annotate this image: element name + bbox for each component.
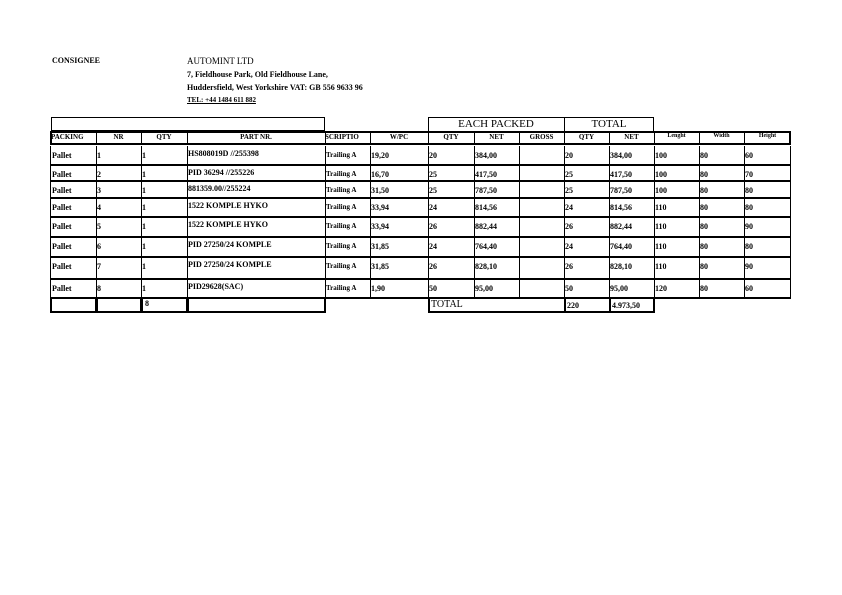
row-line [325,236,791,238]
cell-enet: 417,50 [475,170,497,179]
cell-part: PID 36294 //255226 [188,168,255,177]
cell-divider [325,165,326,181]
row-line [325,256,791,258]
cell-divider [474,198,475,217]
cell-divider [744,279,745,298]
cell-divider [370,165,371,181]
cell-part: 1522 KOMPLE HYKO [188,220,268,229]
column-header: Height [758,133,777,139]
cell-divider [50,279,51,298]
cell-divider [325,279,326,298]
cell-divider [141,165,142,181]
cell-divider [654,198,655,217]
row-line [325,278,791,280]
cell-divider [564,165,565,181]
cell-part: PID29628(SAC) [188,282,244,291]
cell-divider [790,279,791,298]
cell-wid: 80 [700,242,708,251]
totals-divider [609,297,611,313]
cell-divider [609,146,610,165]
cell-divider [187,257,188,279]
cell-divider [428,279,429,298]
cell-enet: 764,40 [475,242,497,251]
cell-tnet: 828,10 [610,262,632,271]
cell-divider [654,146,655,165]
cell-eqty: 24 [429,203,437,212]
cell-enet: 814,56 [475,203,497,212]
row-line [325,216,791,218]
cell-divider [325,146,326,165]
cell-divider [609,165,610,181]
cell-wid: 80 [700,186,708,195]
cell-part: HS808019D //255398 [188,149,259,158]
cell-tqty: 24 [565,242,573,251]
cell-divider [50,165,51,181]
cell-divider [474,257,475,279]
total-header: TOTAL [591,118,627,130]
cell-packing: Pallet [52,186,72,195]
cell-hgt: 80 [745,242,753,251]
cell-part: 881359.00//255224 [188,184,251,193]
row-line [325,197,791,199]
totals-tnet: 4.973,50 [612,301,640,310]
cell-divider [370,257,371,279]
cell-divider [428,198,429,217]
cell-divider [790,165,791,181]
blank-header-box [51,117,325,131]
cell-tnet: 787,50 [610,186,632,195]
column-header: QTY [578,133,595,141]
cell-divider [141,181,142,198]
cell-wpc: 1,90 [371,284,385,293]
cell-divider [50,198,51,217]
column-header: SCRIPTIO [325,133,359,141]
cell-wpc: 19,20 [371,151,389,160]
column-header: QTY [443,133,459,141]
cell-divider [699,181,700,198]
consignee-tel: TEL: +44 1484 611 882 [187,96,256,104]
cell-divider [141,198,142,217]
cell-tqty: 20 [565,151,573,160]
each-packed-header: EACH PACKED [458,118,534,130]
cell-hgt: 70 [745,170,753,179]
cell-divider [790,198,791,217]
cell-divider [141,257,142,279]
cell-hgt: 80 [745,203,753,212]
cell-divider [325,237,326,257]
cell-divider [744,165,745,181]
cell-wpc: 31,85 [371,242,389,251]
cell-len: 110 [655,222,667,231]
cell-divider [519,198,520,217]
cell-tqty: 25 [565,186,573,195]
cell-nr: 7 [97,262,101,271]
cell-nr: 3 [97,186,101,195]
cell-divider [370,181,371,198]
cell-divider [50,237,51,257]
cell-eqty: 24 [429,242,437,251]
cell-qty: 1 [142,242,146,251]
cell-divider [744,198,745,217]
column-header: PART NR. [240,133,272,141]
cell-eqty: 26 [429,222,437,231]
cell-qty: 1 [142,284,146,293]
cell-divider [428,217,429,237]
cell-nr: 2 [97,170,101,179]
cell-nr: 8 [97,284,101,293]
consignee-label: CONSIGNEE [52,56,101,65]
cell-divider [50,146,51,165]
cell-divider [428,181,429,198]
cell-divider [96,181,97,198]
cell-packing: Pallet [52,284,72,293]
cell-eqty: 26 [429,262,437,271]
cell-divider [699,257,700,279]
header-divider [609,131,610,145]
cell-divider [96,146,97,165]
cell-wid: 80 [700,203,708,212]
cell-hgt: 90 [745,222,753,231]
header-divider [519,131,520,145]
cell-enet: 882,44 [475,222,497,231]
cell-len: 110 [655,262,667,271]
cell-divider [187,279,188,298]
cell-divider [654,165,655,181]
header-divider [187,131,188,145]
cell-qty: 1 [142,203,146,212]
total-blank-2 [96,297,142,313]
cell-wpc: 31,50 [371,186,389,195]
cell-divider [744,146,745,165]
cell-divider [564,237,565,257]
cell-divider [474,146,475,165]
cell-hgt: 60 [745,151,753,160]
cell-hgt: 90 [745,262,753,271]
cell-divider [654,237,655,257]
row-line [325,164,791,166]
cell-part: 1522 KOMPLE HYKO [188,201,268,210]
cell-desc: Trailing A [326,222,357,230]
cell-divider [96,237,97,257]
cell-divider [428,257,429,279]
cell-divider [474,181,475,198]
cell-divider [699,217,700,237]
cell-divider [187,165,188,181]
cell-divider [50,181,51,198]
cell-packing: Pallet [52,151,72,160]
consignee-address-line2: Huddersfield, West Yorkshire VAT: GB 556 9633 96 [187,83,363,92]
cell-divider [370,279,371,298]
cell-divider [609,198,610,217]
column-header: QTY [156,133,172,141]
cell-divider [96,217,97,237]
cell-divider [699,165,700,181]
column-header: Width [713,133,730,139]
header-divider [474,131,475,145]
cell-packing: Pallet [52,170,72,179]
cell-divider [50,217,51,237]
column-header: W/PC [389,133,409,141]
cell-divider [187,198,188,217]
cell-enet: 95,00 [475,284,493,293]
totals-divider [564,297,566,313]
cell-wid: 80 [700,284,708,293]
cell-divider [790,181,791,198]
cell-hgt: 60 [745,284,753,293]
cell-divider [744,257,745,279]
total-blank-3 [187,297,326,313]
cell-nr: 6 [97,242,101,251]
header-divider [654,131,655,145]
cell-qty: 1 [142,170,146,179]
cell-divider [609,257,610,279]
cell-eqty: 50 [429,284,437,293]
cell-len: 100 [655,186,667,195]
cell-packing: Pallet [52,242,72,251]
cell-tnet: 764,40 [610,242,632,251]
cell-divider [564,181,565,198]
cell-divider [474,237,475,257]
cell-divider [96,165,97,181]
header-divider [428,131,429,145]
cell-divider [654,217,655,237]
cell-len: 110 [655,203,667,212]
cell-qty: 1 [142,262,146,271]
cell-divider [187,146,188,165]
consignee-address-line1: 7, Fieldhouse Park, Old Fieldhouse Lane, [187,70,328,79]
cell-divider [519,257,520,279]
cell-packing: Pallet [52,262,72,271]
cell-eqty: 25 [429,170,437,179]
cell-divider [370,146,371,165]
cell-divider [654,279,655,298]
cell-divider [564,217,565,237]
cell-len: 120 [655,284,667,293]
cell-divider [609,237,610,257]
cell-divider [654,257,655,279]
cell-divider [96,279,97,298]
cell-desc: Trailing A [326,262,357,270]
cell-divider [519,237,520,257]
cell-wid: 80 [700,222,708,231]
cell-tqty: 50 [565,284,573,293]
column-header: GROSS [529,133,554,141]
cell-divider [141,279,142,298]
cell-divider [519,165,520,181]
cell-divider [744,181,745,198]
cell-divider [519,217,520,237]
cell-divider [370,217,371,237]
cell-eqty: 25 [429,186,437,195]
cell-eqty: 20 [429,151,437,160]
cell-tqty: 26 [565,262,573,271]
cell-divider [187,217,188,237]
cell-nr: 1 [97,151,101,160]
cell-desc: Trailing A [326,170,357,178]
cell-divider [325,181,326,198]
cell-tqty: 25 [565,170,573,179]
cell-len: 110 [655,242,667,251]
column-header: NET [489,133,504,141]
cell-divider [564,198,565,217]
cell-enet: 828,10 [475,262,497,271]
cell-len: 100 [655,170,667,179]
cell-desc: Trailing A [326,284,357,292]
cell-divider [564,146,565,165]
row-line [325,180,791,182]
cell-divider [370,237,371,257]
cell-divider [699,279,700,298]
cell-divider [474,165,475,181]
cell-divider [474,217,475,237]
cell-divider [141,237,142,257]
cell-tqty: 26 [565,222,573,231]
cell-desc: Trailing A [326,203,357,211]
cell-divider [699,146,700,165]
cell-qty: 1 [142,222,146,231]
cell-divider [609,279,610,298]
cell-tnet: 384,00 [610,151,632,160]
cell-divider [187,237,188,257]
cell-divider [564,257,565,279]
cell-divider [141,146,142,165]
cell-wpc: 33,94 [371,222,389,231]
cell-divider [519,146,520,165]
cell-tnet: 417,50 [610,170,632,179]
cell-qty: 1 [142,186,146,195]
column-header: Lenght [667,133,686,139]
cell-tnet: 814,56 [610,203,632,212]
column-header: NR [113,133,124,141]
cell-hgt: 80 [745,186,753,195]
cell-packing: Pallet [52,203,72,212]
cell-divider [744,217,745,237]
cell-enet: 384,00 [475,151,497,160]
cell-divider [141,217,142,237]
cell-divider [564,279,565,298]
consignee-name: AUTOMINT LTD [187,56,254,66]
cell-divider [790,257,791,279]
cell-desc: Trailing A [326,186,357,194]
cell-wid: 80 [700,151,708,160]
totals-label: TOTAL [431,299,463,310]
column-header: NET [624,133,639,141]
cell-divider [699,237,700,257]
cell-tnet: 882,44 [610,222,632,231]
cell-divider [96,257,97,279]
cell-part: PID 27250/24 KOMPLE [188,240,272,249]
cell-divider [609,217,610,237]
totals-tqty: 220 [567,301,579,310]
cell-part: PID 27250/24 KOMPLE [188,260,272,269]
header-divider [744,131,745,145]
cell-divider [699,198,700,217]
cell-divider [519,181,520,198]
cell-divider [187,181,188,198]
cell-divider [325,257,326,279]
cell-len: 100 [655,151,667,160]
cell-tqty: 24 [565,203,573,212]
cell-nr: 4 [97,203,101,212]
cell-divider [96,198,97,217]
cell-nr: 5 [97,222,101,231]
cell-qty: 1 [142,151,146,160]
header-divider [141,131,142,145]
header-divider [325,131,326,145]
cell-divider [474,279,475,298]
cell-divider [428,146,429,165]
cell-wpc: 16,70 [371,170,389,179]
cell-desc: Trailing A [326,151,357,159]
cell-divider [790,217,791,237]
header-divider [370,131,371,145]
cell-enet: 787,50 [475,186,497,195]
total-blank-1 [50,297,97,313]
cell-packing: Pallet [52,222,72,231]
cell-divider [654,181,655,198]
column-header: PACKING [51,133,84,141]
cell-divider [790,146,791,165]
cell-desc: Trailing A [326,242,357,250]
cell-divider [325,217,326,237]
total-qty-cell: 8 [141,297,188,313]
cell-tnet: 95,00 [610,284,628,293]
cell-divider [609,181,610,198]
cell-wpc: 33,94 [371,203,389,212]
cell-wid: 80 [700,262,708,271]
cell-divider [428,237,429,257]
cell-wpc: 31,85 [371,262,389,271]
header-divider [564,131,565,145]
cell-divider [428,165,429,181]
cell-wid: 80 [700,170,708,179]
cell-divider [325,198,326,217]
header-divider [699,131,700,145]
cell-divider [370,198,371,217]
cell-divider [50,257,51,279]
header-divider [96,131,97,145]
cell-divider [744,237,745,257]
cell-divider [790,237,791,257]
cell-divider [519,279,520,298]
